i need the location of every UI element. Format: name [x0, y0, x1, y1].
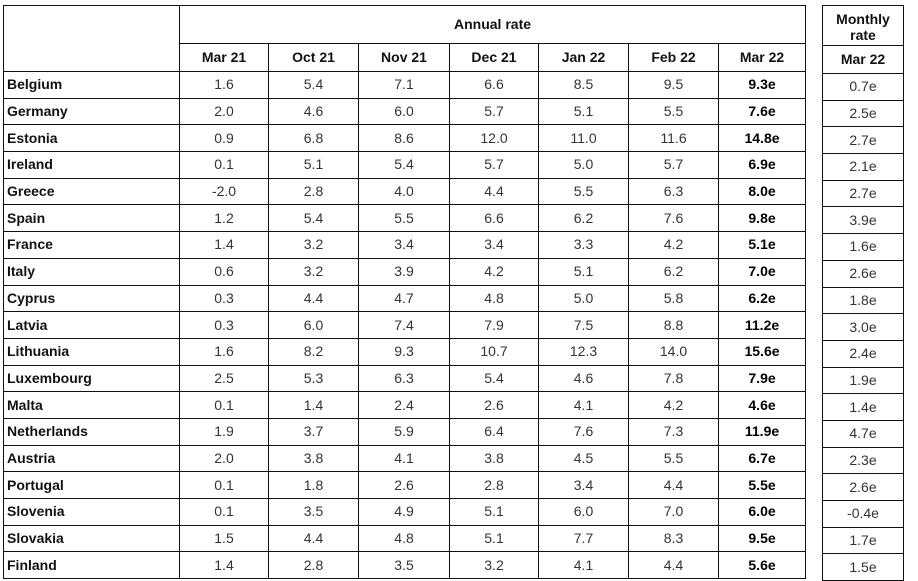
table-row [4, 472, 806, 499]
rate-cell: 1.2 [180, 205, 269, 232]
table-row [4, 418, 806, 445]
rate-cell: 7.9 [450, 312, 539, 339]
rate-cell: 5.1 [450, 499, 539, 526]
monthly-rate-cell: 1.9e [823, 367, 904, 394]
rate-cell: 3.8 [269, 445, 359, 472]
rate-cell: 4.2 [629, 232, 719, 259]
table-row [4, 152, 806, 179]
monthly-rate-table [822, 5, 904, 581]
table-row [823, 127, 904, 154]
table-row [4, 232, 806, 259]
column-header: Nov 21 [359, 44, 450, 72]
table-row [823, 154, 904, 181]
rate-cell: 5.5e [719, 472, 806, 499]
country-name: France [4, 232, 180, 259]
rate-cell: 3.4 [359, 232, 450, 259]
rate-cell: 1.4 [269, 392, 359, 419]
rate-cell: 2.4 [359, 392, 450, 419]
table-row [823, 367, 904, 394]
rate-cell: 6.0 [359, 98, 450, 125]
rate-cell: 1.6 [180, 338, 269, 365]
rate-cell: 4.0 [359, 178, 450, 205]
rate-cell: 5.1 [269, 152, 359, 179]
rate-cell: 4.8 [359, 525, 450, 552]
rate-cell: 7.1 [359, 72, 450, 99]
monthly-rate-body [823, 74, 904, 581]
rate-cell: 3.5 [359, 552, 450, 579]
country-name: Slovenia [4, 499, 180, 526]
rate-cell: 4.7 [359, 285, 450, 312]
rate-cell: 8.3 [629, 525, 719, 552]
rate-cell: 11.0 [539, 125, 629, 152]
rate-cell: 8.8 [629, 312, 719, 339]
rate-cell: 6.8 [269, 125, 359, 152]
rate-cell: 4.4 [629, 472, 719, 499]
rate-cell: 5.9 [359, 418, 450, 445]
rate-cell: 0.1 [180, 472, 269, 499]
rate-cell: 1.4 [180, 552, 269, 579]
rate-cell: 0.6 [180, 258, 269, 285]
rate-cell: 6.3 [629, 178, 719, 205]
rate-cell: 1.4 [180, 232, 269, 259]
rate-cell: 14.0 [629, 338, 719, 365]
column-header: Feb 22 [629, 44, 719, 72]
annual-rate-table [3, 5, 806, 579]
rate-cell: 5.4 [450, 365, 539, 392]
rate-cell: 8.5 [539, 72, 629, 99]
monthly-rate-cell: 3.0e [823, 314, 904, 341]
rate-cell: 10.7 [450, 338, 539, 365]
rate-cell: 2.5 [180, 365, 269, 392]
table-row [4, 392, 806, 419]
rate-cell: 5.4 [269, 72, 359, 99]
table-row [4, 205, 806, 232]
monthly-rate-cell: 1.5e [823, 554, 904, 581]
rate-cell: 9.3 [359, 338, 450, 365]
rate-cell: 2.8 [269, 552, 359, 579]
monthly-rate-header [823, 6, 904, 46]
rate-cell: 5.7 [629, 152, 719, 179]
table-row [823, 527, 904, 554]
rate-cell: 8.6 [359, 125, 450, 152]
country-name: Ireland [4, 152, 180, 179]
table-row [823, 100, 904, 127]
table-row [4, 98, 806, 125]
rate-cell: 7.8 [629, 365, 719, 392]
country-name: Belgium [4, 72, 180, 99]
annual-rate-body [4, 72, 806, 579]
rate-cell: 7.6 [539, 418, 629, 445]
rate-cell: 6.0e [719, 499, 806, 526]
rate-cell: 11.2e [719, 312, 806, 339]
table-row [4, 125, 806, 152]
rate-cell: 3.8 [450, 445, 539, 472]
rate-cell: 2.6 [359, 472, 450, 499]
rate-cell: 3.2 [269, 232, 359, 259]
rate-cell: 3.4 [450, 232, 539, 259]
country-name: Cyprus [4, 285, 180, 312]
rate-cell: 7.9e [719, 365, 806, 392]
rate-cell: 3.2 [450, 552, 539, 579]
rate-cell: 4.1 [539, 552, 629, 579]
rate-cell: 6.4 [450, 418, 539, 445]
table-row [823, 260, 904, 287]
monthly-rate-cell: 1.8e [823, 287, 904, 314]
rate-cell: 5.5 [629, 445, 719, 472]
column-header: Mar 21 [180, 44, 269, 72]
rate-cell: 5.1 [450, 525, 539, 552]
monthly-rate-cell: 1.4e [823, 394, 904, 421]
rate-cell: 1.6 [180, 72, 269, 99]
country-name: Portugal [4, 472, 180, 499]
rate-cell: 2.8 [269, 178, 359, 205]
table-row [4, 525, 806, 552]
monthly-rate-cell: 1.6e [823, 234, 904, 261]
rate-cell: 6.2 [629, 258, 719, 285]
country-name: Latvia [4, 312, 180, 339]
rate-cell: 4.6 [539, 365, 629, 392]
rate-cell: 5.7 [450, 152, 539, 179]
rate-cell: 5.0 [539, 152, 629, 179]
rate-cell: -2.0 [180, 178, 269, 205]
rate-cell: 3.2 [269, 258, 359, 285]
rate-cell: 8.0e [719, 178, 806, 205]
monthly-rate-cell: 2.6e [823, 474, 904, 501]
rate-cell: 5.4 [269, 205, 359, 232]
rate-cell: 6.6 [450, 205, 539, 232]
monthly-rate-cell: 2.4e [823, 340, 904, 367]
rate-cell: 5.7 [450, 98, 539, 125]
table-row [4, 178, 806, 205]
column-header: Dec 21 [450, 44, 539, 72]
country-name: Netherlands [4, 418, 180, 445]
rate-cell: 4.9 [359, 499, 450, 526]
table-row [823, 340, 904, 367]
rate-cell: 1.9 [180, 418, 269, 445]
monthly-rate-cell: 3.9e [823, 207, 904, 234]
monthly-rate-header-line1: Monthly [836, 10, 890, 27]
rate-cell: 5.3 [269, 365, 359, 392]
rate-cell: 0.1 [180, 392, 269, 419]
rate-cell: 4.2 [629, 392, 719, 419]
country-name: Spain [4, 205, 180, 232]
rate-cell: 7.0 [629, 499, 719, 526]
monthly-rate-cell: 1.7e [823, 527, 904, 554]
rate-cell: 11.9e [719, 418, 806, 445]
rate-cell: 4.6e [719, 392, 806, 419]
country-name: Malta [4, 392, 180, 419]
rate-cell: 6.9e [719, 152, 806, 179]
rate-cell: 4.8 [450, 285, 539, 312]
country-name: Germany [4, 98, 180, 125]
table-row [4, 338, 806, 365]
rate-cell: 6.2 [539, 205, 629, 232]
annual-rate-header: Annual rate [180, 6, 806, 44]
rate-cell: 5.0 [539, 285, 629, 312]
rate-cell: 5.5 [629, 98, 719, 125]
table-row [823, 447, 904, 474]
column-header: Jan 22 [539, 44, 629, 72]
rate-cell: 4.4 [269, 525, 359, 552]
rate-cell: 9.3e [719, 72, 806, 99]
rate-cell: 7.5 [539, 312, 629, 339]
table-row [823, 314, 904, 341]
rate-cell: 5.1 [539, 258, 629, 285]
rate-cell: 14.8e [719, 125, 806, 152]
table-row [823, 474, 904, 501]
rate-cell: 12.3 [539, 338, 629, 365]
rate-cell: 5.4 [359, 152, 450, 179]
country-name: Italy [4, 258, 180, 285]
table-row [823, 287, 904, 314]
corner-cell [4, 6, 180, 72]
monthly-rate-cell: 4.7e [823, 420, 904, 447]
table-row [823, 554, 904, 581]
rate-cell: 0.9 [180, 125, 269, 152]
rate-cell: 4.2 [450, 258, 539, 285]
rate-cell: 1.8 [269, 472, 359, 499]
table-row [4, 365, 806, 392]
monthly-rate-cell: 2.6e [823, 260, 904, 287]
rate-cell: 5.8 [629, 285, 719, 312]
rate-cell: 2.0 [180, 98, 269, 125]
rate-cell: 8.2 [269, 338, 359, 365]
country-name: Finland [4, 552, 180, 579]
rate-cell: 0.3 [180, 285, 269, 312]
rate-cell: 6.6 [450, 72, 539, 99]
monthly-rate-cell: 2.3e [823, 447, 904, 474]
rate-cell: 7.6e [719, 98, 806, 125]
rate-cell: 4.5 [539, 445, 629, 472]
rate-cell: 4.1 [539, 392, 629, 419]
rate-cell: 4.4 [269, 285, 359, 312]
monthly-rate-cell: 2.7e [823, 127, 904, 154]
table-row [823, 394, 904, 421]
country-name: Lithuania [4, 338, 180, 365]
country-name: Austria [4, 445, 180, 472]
rate-cell: 3.7 [269, 418, 359, 445]
rate-cell: 6.7e [719, 445, 806, 472]
monthly-rate-header-line2: rate [850, 26, 876, 43]
rate-cell: 1.5 [180, 525, 269, 552]
rate-cell: 0.3 [180, 312, 269, 339]
rate-cell: 5.1e [719, 232, 806, 259]
rate-cell: 6.3 [359, 365, 450, 392]
rate-cell: 7.4 [359, 312, 450, 339]
monthly-rate-cell: 2.7e [823, 180, 904, 207]
rate-cell: 6.2e [719, 285, 806, 312]
table-row [4, 72, 806, 99]
rate-cell: 3.5 [269, 499, 359, 526]
rate-cell: 5.1 [539, 98, 629, 125]
rate-cell: 5.5 [539, 178, 629, 205]
country-name: Luxembourg [4, 365, 180, 392]
column-header: Oct 21 [269, 44, 359, 72]
rate-cell: 5.6e [719, 552, 806, 579]
rate-cell: 12.0 [450, 125, 539, 152]
monthly-rate-cell: 2.5e [823, 100, 904, 127]
table-row [823, 501, 904, 528]
rate-cell: 9.5e [719, 525, 806, 552]
monthly-rate-cell: -0.4e [823, 501, 904, 528]
rate-cell: 2.8 [450, 472, 539, 499]
rate-cell: 15.6e [719, 338, 806, 365]
rate-cell: 4.4 [629, 552, 719, 579]
rate-cell: 5.5 [359, 205, 450, 232]
country-name: Greece [4, 178, 180, 205]
table-row [4, 285, 806, 312]
rate-cell: 6.0 [539, 499, 629, 526]
rate-cell: 9.5 [629, 72, 719, 99]
table-row [823, 180, 904, 207]
monthly-rate-cell: 2.1e [823, 154, 904, 181]
rate-cell: 6.0 [269, 312, 359, 339]
table-row [4, 258, 806, 285]
rate-cell: 7.0e [719, 258, 806, 285]
monthly-column-header: Mar 22 [823, 46, 904, 74]
table-row [4, 499, 806, 526]
monthly-rate-cell: 0.7e [823, 74, 904, 101]
table-row [823, 74, 904, 101]
table-row [823, 234, 904, 261]
rate-cell: 7.6 [629, 205, 719, 232]
rate-cell: 0.1 [180, 152, 269, 179]
rate-cell: 4.4 [450, 178, 539, 205]
rate-cell: 3.4 [539, 472, 629, 499]
rate-cell: 7.3 [629, 418, 719, 445]
rate-cell: 11.6 [629, 125, 719, 152]
rate-cell: 3.9 [359, 258, 450, 285]
rate-cell: 2.6 [450, 392, 539, 419]
rate-cell: 4.1 [359, 445, 450, 472]
country-name: Estonia [4, 125, 180, 152]
table-row [823, 420, 904, 447]
table-row [823, 207, 904, 234]
rate-cell: 3.3 [539, 232, 629, 259]
rate-cell: 4.6 [269, 98, 359, 125]
rate-cell: 0.1 [180, 499, 269, 526]
column-header: Mar 22 [719, 44, 806, 72]
table-row [4, 552, 806, 579]
table-row [4, 445, 806, 472]
table-row [4, 312, 806, 339]
country-name: Slovakia [4, 525, 180, 552]
rate-cell: 2.0 [180, 445, 269, 472]
rate-cell: 7.7 [539, 525, 629, 552]
rate-cell: 9.8e [719, 205, 806, 232]
